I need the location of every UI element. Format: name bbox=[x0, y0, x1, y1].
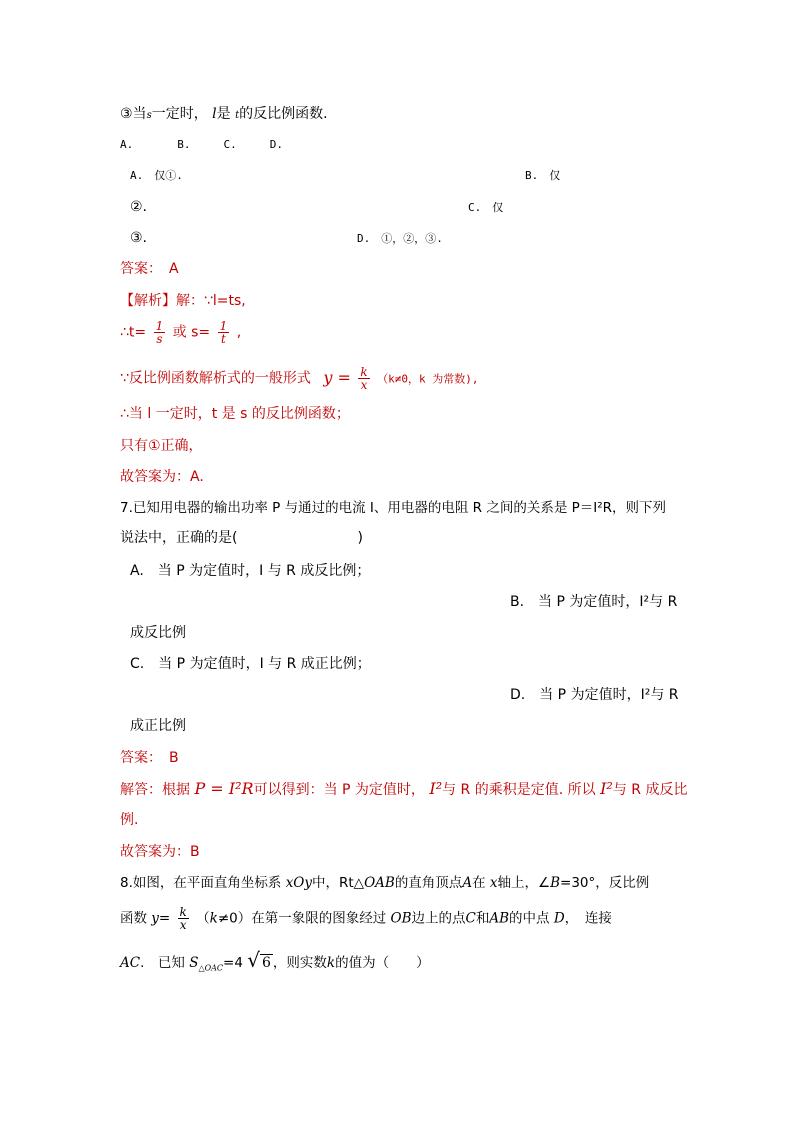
analysis-tag: 【解析】 bbox=[120, 293, 176, 309]
q7-option-a: A. 当 P 为定值时，I 与 R 成反比例； bbox=[130, 563, 371, 579]
fraction-k-over-x: $\frac{k}{x}$ bbox=[179, 905, 187, 932]
square-root: √ 6 bbox=[247, 948, 271, 972]
q6-option-a: A. 仅①. bbox=[130, 169, 183, 182]
q6-analysis-line-4: ∴当 l 一定时，t 是 s 的反比例函数； bbox=[120, 406, 350, 422]
q6-statement-3: ③当s一定时， l是 t的反比例函数. bbox=[120, 106, 328, 122]
q7-option-b-cont: 成反比例 bbox=[130, 625, 186, 641]
q7-solution-line-1: 解答：根据 P = I²R可以得到：当 P 为定值时， I²与 R 的乘积是定值. 所以 I²与 R 成反比 bbox=[120, 779, 688, 798]
q7-solution-line-2: 例. bbox=[120, 812, 139, 828]
q6-analysis-line-6: 故答案为：A. bbox=[120, 469, 204, 485]
q6-answer: 答案： A bbox=[120, 261, 179, 277]
q7-stem-line-1: 7.已知用电器的输出功率 P 与通过的电流 I、用电器的电阻 R 之间的关系是 P＝I²R，则下列 bbox=[120, 500, 667, 516]
q6-analysis-line-5: 只有①正确， bbox=[120, 438, 203, 454]
q6-analysis-line-2: ∴t= $\frac{1}{s}$ 或 s= $\frac{1}{t}$ , bbox=[120, 319, 242, 346]
q6-option-c: C. 仅 bbox=[468, 201, 504, 214]
q6-option-d: D. ①，②，③. bbox=[357, 232, 443, 245]
q6-analysis-line-3: ∵反比例函数解析式的一般形式 y = $\frac{k}{x}$ （k≠0，k 为常数), bbox=[120, 365, 479, 392]
q7-answer: 答案： B bbox=[120, 750, 179, 766]
q6-option-b-cont: ②. bbox=[130, 199, 148, 215]
q6-choices-row: A. B. C. D. bbox=[120, 138, 283, 151]
q8-stem-line-1: 8.如图，在平面直角坐标系 xOy中，Rt△OAB的直角顶点A在 x轴上，∠B=30°，反比例 bbox=[120, 875, 650, 891]
fraction-1-over-t: $\frac{1}{t}$ bbox=[219, 319, 228, 346]
q7-option-d: D. 当 P 为定值时，I²与 R bbox=[510, 687, 679, 703]
q6-option-b: B. 仅 bbox=[525, 169, 561, 182]
fraction-1-over-s: $\frac{1}{s}$ bbox=[155, 319, 164, 346]
q7-option-d-cont: 成正比例 bbox=[130, 718, 186, 734]
q8-stem-line-3: AC. 已知 $S_{\triangle OAC}=4$ √ 6 ，则实数k的值为（ ） bbox=[120, 948, 430, 973]
q6-analysis: 【解析】解：∵l=ts, bbox=[120, 293, 246, 309]
q7-final: 故答案为：B bbox=[120, 844, 200, 860]
fraction-k-over-x: $\frac{k}{x}$ bbox=[360, 365, 368, 392]
q7-option-c: C. 当 P 为定值时，I 与 R 成正比例； bbox=[130, 656, 371, 672]
q7-stem-line-2: 说法中，正确的是( ) bbox=[120, 530, 363, 546]
q7-option-b: B. 当 P 为定值时，I²与 R bbox=[510, 594, 678, 610]
q8-stem-line-2: 函数 y= $\frac{k}{x}$ （k≠0）在第一象限的图象经过 OB边上的点C和AB的中点 D， 连接 bbox=[120, 905, 612, 932]
q6-option-c-cont: ③. bbox=[130, 230, 148, 246]
